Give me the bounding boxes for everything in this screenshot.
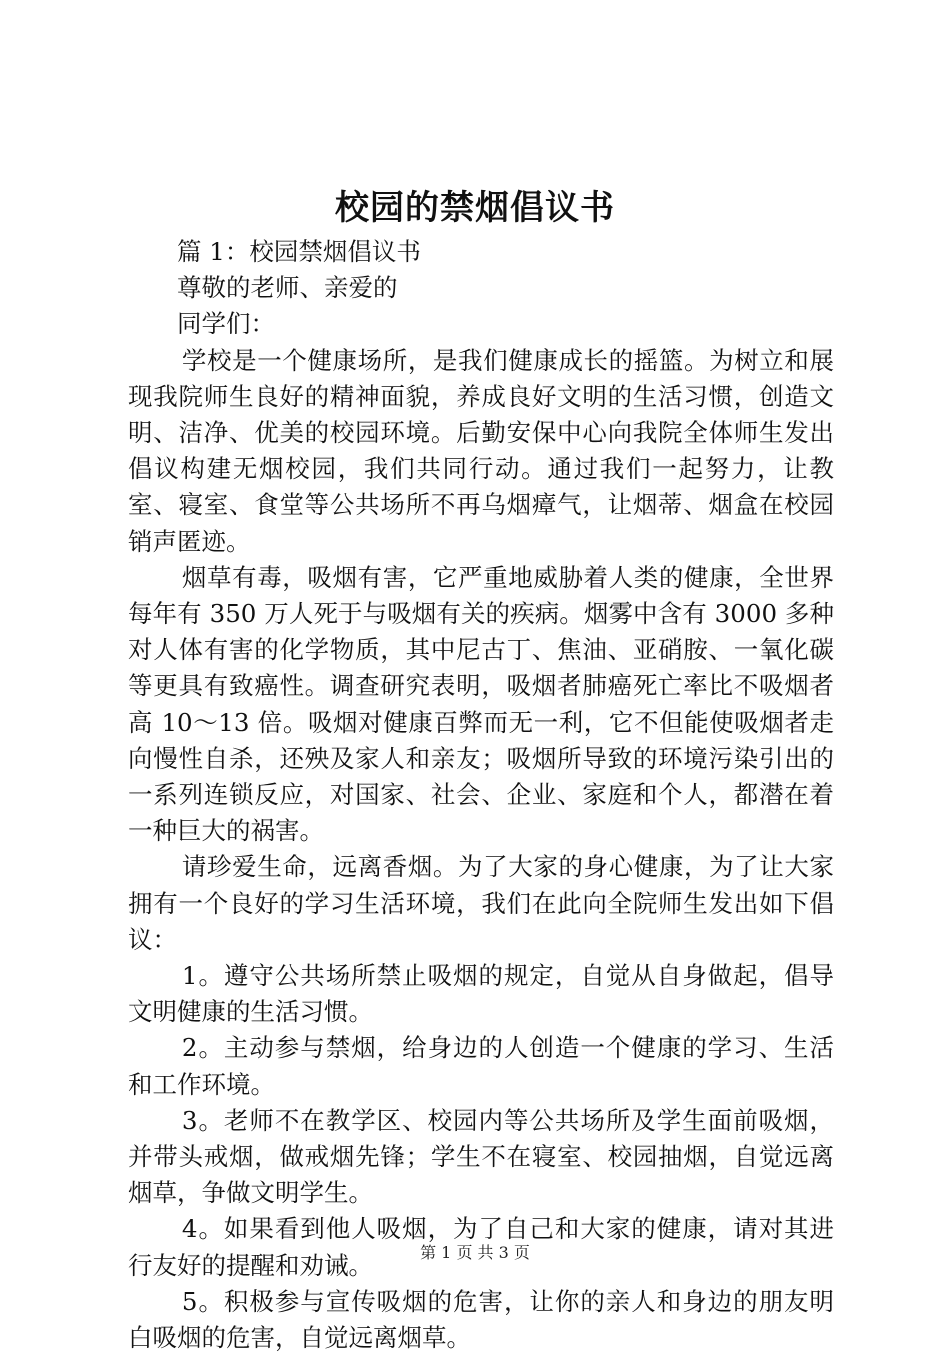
subtitle: 篇 1：校园禁烟倡议书 — [177, 237, 421, 266]
document-body — [128, 234, 834, 1356]
proposal-item: 5。积极参与宣传吸烟的危害，让你的亲人和身边的朋友明白吸烟的危害，自觉远离烟草。 — [128, 1286, 834, 1353]
proposal-item: 3。老师不在教学区、校园内等公共场所及学生面前吸烟，并带头戒烟，做戒烟先锋；学生不在寝室、校园抽烟，自觉远离烟草，争做文明学生。 — [128, 1105, 834, 1208]
salutation-line-2: 同学们： — [177, 309, 275, 339]
paragraph: 烟草有毒，吸烟有害，它严重地威胁着人类的健康，全世界每年有 350 万人死于与吸烟有关的疾病。烟雾中含有 3000 多种对人体有害的化学物质，其中尼古丁、焦油、亚硝胺、一氧化碳等更具有致癌性。调查研究表明，吸烟者肺癌死亡率比不吸烟者高 10～13 倍。吸烟对健康百弊而无一利，它不但能使吸烟者走向慢性自杀，还殃及家人和亲友；吸烟所导致的环境污染引出的一系列连锁反应，对国家、社会、企业、家庭和个人，都潜在着一种巨大的祸害。 — [128, 562, 834, 846]
document-title: 校园的禁烟倡议书 — [335, 188, 615, 228]
paragraph: 学校是一个健康场所，是我们健康成长的摇篮。为树立和展现我院师生良好的精神面貌，养成良好文明的生活习惯，创造文明、洁净、优美的校园环境。后勤安保中心向我院全体师生发出倡议构建无烟校园，我们共同行动。通过我们一起努力，让教室、寝室、食堂等公共场所不再乌烟瘴气，让烟蒂、烟盒在校园销声匿迹。 — [128, 345, 834, 556]
proposal-item: 1。遵守公共场所禁止吸烟的规定，自觉从自身做起，倡导文明健康的生活习惯。 — [128, 961, 834, 1027]
proposal-item: 4。如果看到他人吸烟，为了自己和大家的健康，请对其进行友好的提醒和劝诫。 — [128, 1214, 834, 1280]
page-footer: 第 1 页 共 3 页 — [420, 1243, 530, 1262]
salutation-line-1: 尊敬的老师、亲爱的 — [177, 273, 398, 303]
paragraph: 请珍爱生命，远离香烟。为了大家的身心健康，为了让大家拥有一个良好的学习生活环境，我们在此向全院师生发出如下倡议： — [128, 852, 834, 954]
proposal-item: 2。主动参与禁烟，给身边的人创造一个健康的学习、生活和工作环境。 — [128, 1033, 834, 1099]
